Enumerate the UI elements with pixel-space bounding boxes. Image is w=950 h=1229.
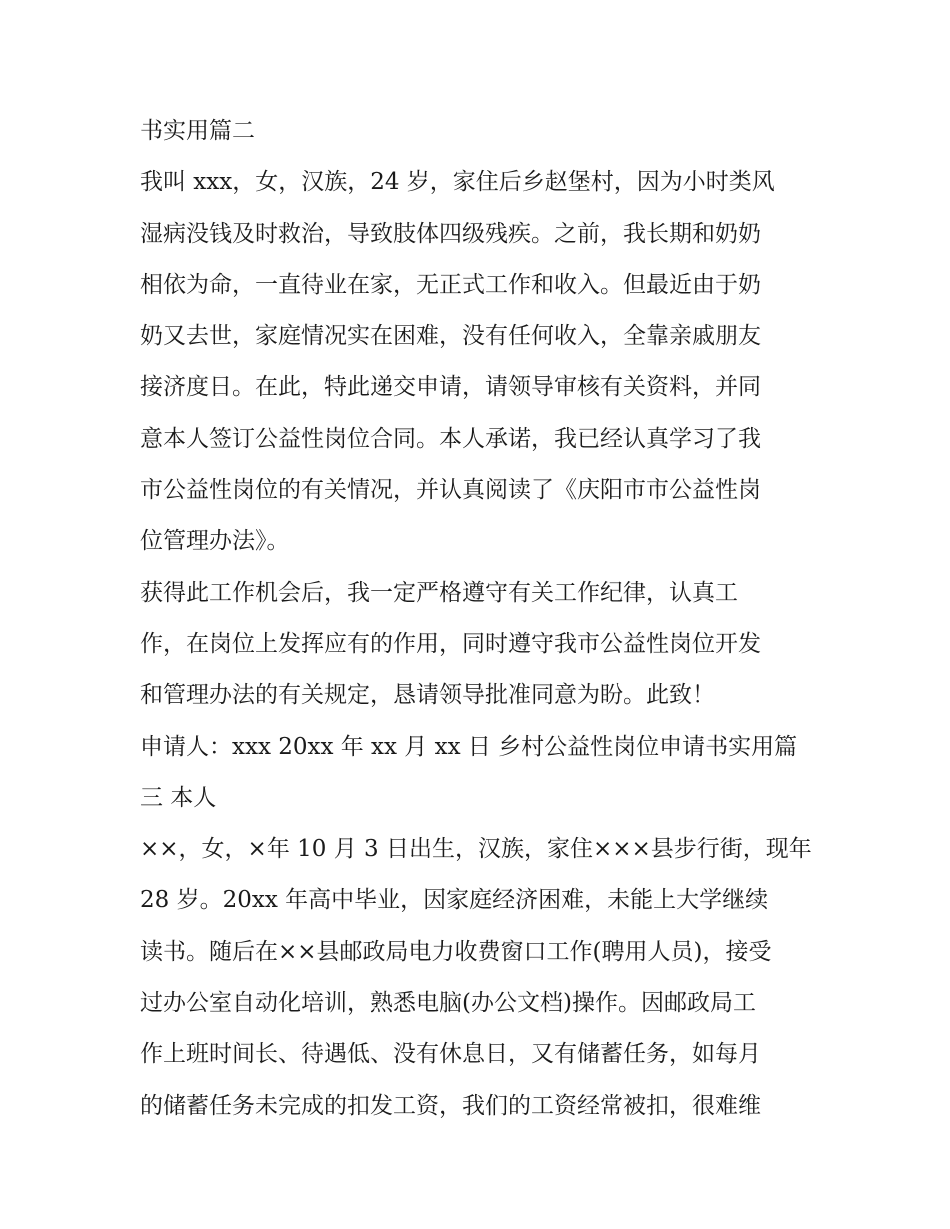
text-line: 三 本人 xyxy=(140,784,217,811)
text-line: 书实用篇二 xyxy=(140,118,255,144)
text-line: 位管理办法》。 xyxy=(140,528,290,555)
text-line: 奶又去世，家庭情况实在困难，没有任何收入，全靠亲戚朋友 xyxy=(140,323,761,350)
text-line: 读书。随后在××县邮政局电力收费窗口工作(聘用人员)，接受 xyxy=(140,938,772,965)
text-line: 意本人签订公益性岗位合同。本人承诺，我已经认真学习了我 xyxy=(140,425,761,452)
text-line: 作，在岗位上发挥应有的作用，同时遵守我市公益性岗位开发 xyxy=(140,630,761,657)
text-line: 的储蓄任务未完成的扣发工资，我们的工资经常被扣，很难维 xyxy=(140,1092,761,1119)
text-line: 28 岁。20xx 年高中毕业，因家庭经济困难，未能上大学继续 xyxy=(140,887,769,914)
text-line: 我叫 xxx，女，汉族，24 岁，家住后乡赵堡村，因为小时类风 xyxy=(140,169,775,196)
document-body xyxy=(140,106,815,1132)
text-line: 作上班时间长、待遇低、没有休息日，又有储蓄任务，如每月 xyxy=(140,1041,761,1068)
text-line: 市公益性岗位的有关情况，并认真阅读了《庆阳市市公益性岗 xyxy=(140,477,761,504)
text-line: 和管理办法的有关规定，恳请领导批准同意为盼。此致！ xyxy=(140,682,715,709)
text-line: ××，女，×年 10 月 3 日出生，汉族，家住×××县步行街，现年 xyxy=(140,836,812,863)
text-line: 申请人：xxx 20xx 年 xx 月 xx 日 乡村公益性岗位申请书实用篇 xyxy=(140,733,798,760)
text-line: 相依为命，一直待业在家，无正式工作和收入。但最近由于奶 xyxy=(140,271,761,298)
text-line: 湿病没钱及时救治，导致肢体四级残疾。之前，我长期和奶奶 xyxy=(140,220,761,247)
text-line: 过办公室自动化培训，熟悉电脑(办公文档)操作。因邮政局工 xyxy=(140,990,756,1017)
text-line: 获得此工作机会后，我一定严格遵守有关工作纪律，认真工 xyxy=(140,579,738,606)
text-line: 接济度日。在此，特此递交申请，请领导审核有关资料，并同 xyxy=(140,374,761,401)
